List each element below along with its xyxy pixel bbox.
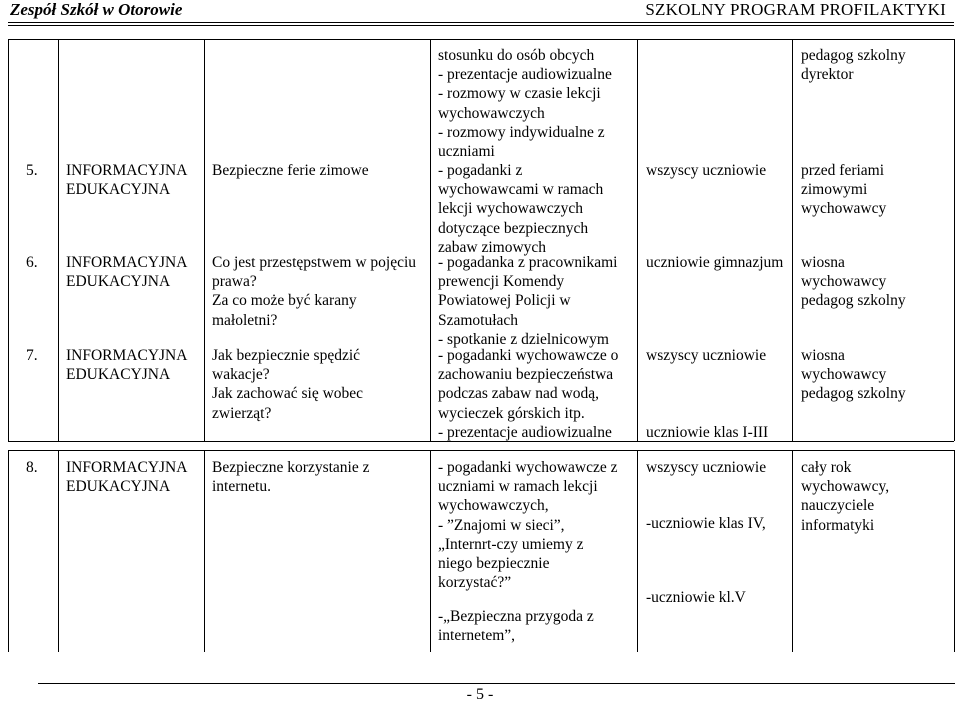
topic-cell [212, 346, 363, 423]
col-border-3 [430, 39, 431, 441]
text-line: EDUKACYJNA [66, 478, 171, 496]
text-line: Szamotułach [438, 311, 519, 329]
text-line: dyrektor [801, 66, 854, 84]
text-line: lekcji wychowawczych [438, 200, 584, 218]
text-line: przed feriami [801, 162, 885, 179]
target-cell-extra [646, 423, 768, 442]
text-line: wakacje? [212, 366, 270, 384]
text-line: - spotkanie z dzielnicowym [438, 330, 609, 348]
text-line: - rozmowy indywidualne z [438, 123, 605, 141]
text-line: uczniami w ramach lekcji [438, 478, 598, 496]
text-line: zimowymi [801, 181, 868, 199]
text-line: zachowaniu bezpieczeństwa [438, 366, 614, 384]
forms-cell [438, 346, 618, 442]
target-cell-extra [646, 514, 766, 533]
text-line: stosunku do osób obcych [438, 47, 595, 64]
text-line: wiosna [801, 347, 845, 364]
text-line: -uczniowie klas IV, [646, 515, 766, 532]
text-line: wiosna [801, 254, 845, 271]
col-border-4 [637, 39, 638, 441]
text-line: Bezpieczne ferie zimowe [212, 162, 369, 179]
text-line: Za co może być karany [212, 292, 357, 310]
text-line: INFORMACYJNA [66, 162, 188, 179]
school-name: Zespół Szkół w Otorowie [10, 0, 183, 19]
text-line: uczniowie klas I-III [646, 424, 769, 441]
text-line: uczniami [438, 143, 495, 161]
area-cell [66, 346, 187, 384]
target-cell [646, 253, 783, 272]
forms-cell-extra [438, 607, 594, 645]
row-number: 8. [26, 459, 38, 476]
text-line: - prezentacje audiowizualne [438, 66, 612, 84]
col-border-0b [8, 450, 9, 652]
text-line: Co jest przestępstwem w pojęciu [212, 254, 417, 271]
col-border-5 [792, 39, 793, 441]
text-line: prewencji Komendy [438, 273, 565, 291]
text-line: INFORMACYJNA [66, 254, 188, 271]
forms-cell [438, 161, 603, 257]
area-cell [66, 458, 187, 496]
text-line: - pogadanki z [438, 162, 523, 179]
footer-rule [38, 683, 955, 684]
text-line: EDUKACYJNA [66, 181, 171, 199]
text-line: - prezentacje audiowizualne [438, 423, 612, 441]
header-rule-double [8, 25, 954, 26]
col-border-5b [792, 450, 793, 652]
text-line: - rozmowy w czasie lekcji [438, 85, 601, 103]
col-border-1b [58, 450, 59, 652]
responsible-cell [801, 46, 906, 84]
text-line: wychowawcy [801, 200, 887, 218]
responsible-cell [801, 161, 886, 219]
text-line: INFORMACYJNA [66, 459, 188, 476]
text-line: prawa? [212, 273, 257, 291]
topic-cell [212, 253, 416, 330]
row-number: 5. [26, 162, 38, 179]
text-line: internetem”, [438, 627, 516, 645]
col-border-2 [204, 39, 205, 441]
text-line: Jak zachować się wobec [212, 385, 364, 403]
text-line: uczniowie gimnazjum [646, 254, 784, 271]
text-line: zabaw zimowych [438, 238, 547, 256]
forms-cell [438, 253, 617, 349]
page-number: - 5 - [466, 686, 494, 703]
col-border-3b [430, 450, 431, 652]
text-line: Powiatowej Policji w [438, 292, 571, 310]
target-cell [646, 458, 766, 477]
area-cell [66, 161, 187, 199]
col-border-1 [58, 39, 59, 441]
document-title: SZKOLNY PROGRAM PROFILAKTYKI [645, 0, 946, 19]
text-line: „Internrt-czy umiemy z [438, 535, 584, 553]
col-border-4b [637, 450, 638, 652]
col-border-0 [8, 39, 9, 441]
area-cell [66, 253, 187, 291]
text-line: korzystać?” [438, 574, 512, 592]
col-border-6 [954, 39, 955, 441]
text-line: -„Bezpieczna przygoda z [438, 608, 594, 625]
text-line: pedagog szkolny [801, 47, 906, 64]
text-line: niego bezpiecznie [438, 555, 550, 573]
topic-cell [212, 161, 369, 180]
text-line: zwierząt? [212, 404, 272, 422]
target-cell [646, 161, 766, 180]
text-line: wszyscy uczniowie [646, 459, 767, 476]
text-line: wszyscy uczniowie [646, 162, 767, 179]
row-number: 7. [26, 347, 38, 364]
text-line: pedagog szkolny [801, 385, 906, 403]
target-cell [646, 346, 766, 365]
text-line: Jak bezpiecznie spędzić [212, 347, 361, 364]
text-line: wychowawcy, [801, 478, 890, 496]
responsible-cell [801, 346, 906, 404]
table-lower-top-border [8, 450, 954, 451]
forms-cell [438, 458, 617, 592]
text-line: - pogadanki wychowawcze z [438, 459, 618, 476]
text-line: internetu. [212, 478, 271, 496]
table-top-border [8, 39, 954, 40]
col-border-6b [954, 450, 955, 652]
header-rule [8, 22, 954, 23]
text-line: cały rok [801, 459, 852, 476]
row-number: 6. [26, 254, 38, 271]
responsible-cell [801, 458, 889, 535]
target-cell-extra [646, 588, 746, 607]
text-line: EDUKACYJNA [66, 273, 171, 291]
text-line: wszyscy uczniowie [646, 347, 767, 364]
text-line: informatyki [801, 516, 875, 534]
text-line: - pogadanka z pracownikami [438, 254, 618, 271]
text-line: - ”Znajomi w sieci”, [438, 516, 565, 534]
text-line: -uczniowie kl.V [646, 589, 746, 606]
text-line: Bezpieczne korzystanie z [212, 459, 370, 476]
text-line: małoletni? [212, 311, 278, 329]
text-line: wychowawczych [438, 104, 545, 122]
text-line: podczas zabaw nad wodą, [438, 385, 599, 403]
forms-cell [438, 46, 612, 161]
text-line: wychowawcami w ramach [438, 181, 604, 199]
text-line: - pogadanki wychowawcze o [438, 347, 619, 364]
text-line: wychowawcy [801, 366, 887, 384]
text-line: INFORMACYJNA [66, 347, 188, 364]
text-line: dotyczące bezpiecznych [438, 219, 589, 237]
text-line: wychowawczych, [438, 497, 549, 515]
text-line: wychowawcy [801, 273, 887, 291]
text-line: EDUKACYJNA [66, 366, 171, 384]
text-line: pedagog szkolny [801, 292, 906, 310]
responsible-cell [801, 253, 906, 311]
text-line: nauczyciele [801, 497, 875, 515]
col-border-2b [204, 450, 205, 652]
topic-cell [212, 458, 370, 496]
text-line: wycieczek górskich itp. [438, 404, 585, 422]
